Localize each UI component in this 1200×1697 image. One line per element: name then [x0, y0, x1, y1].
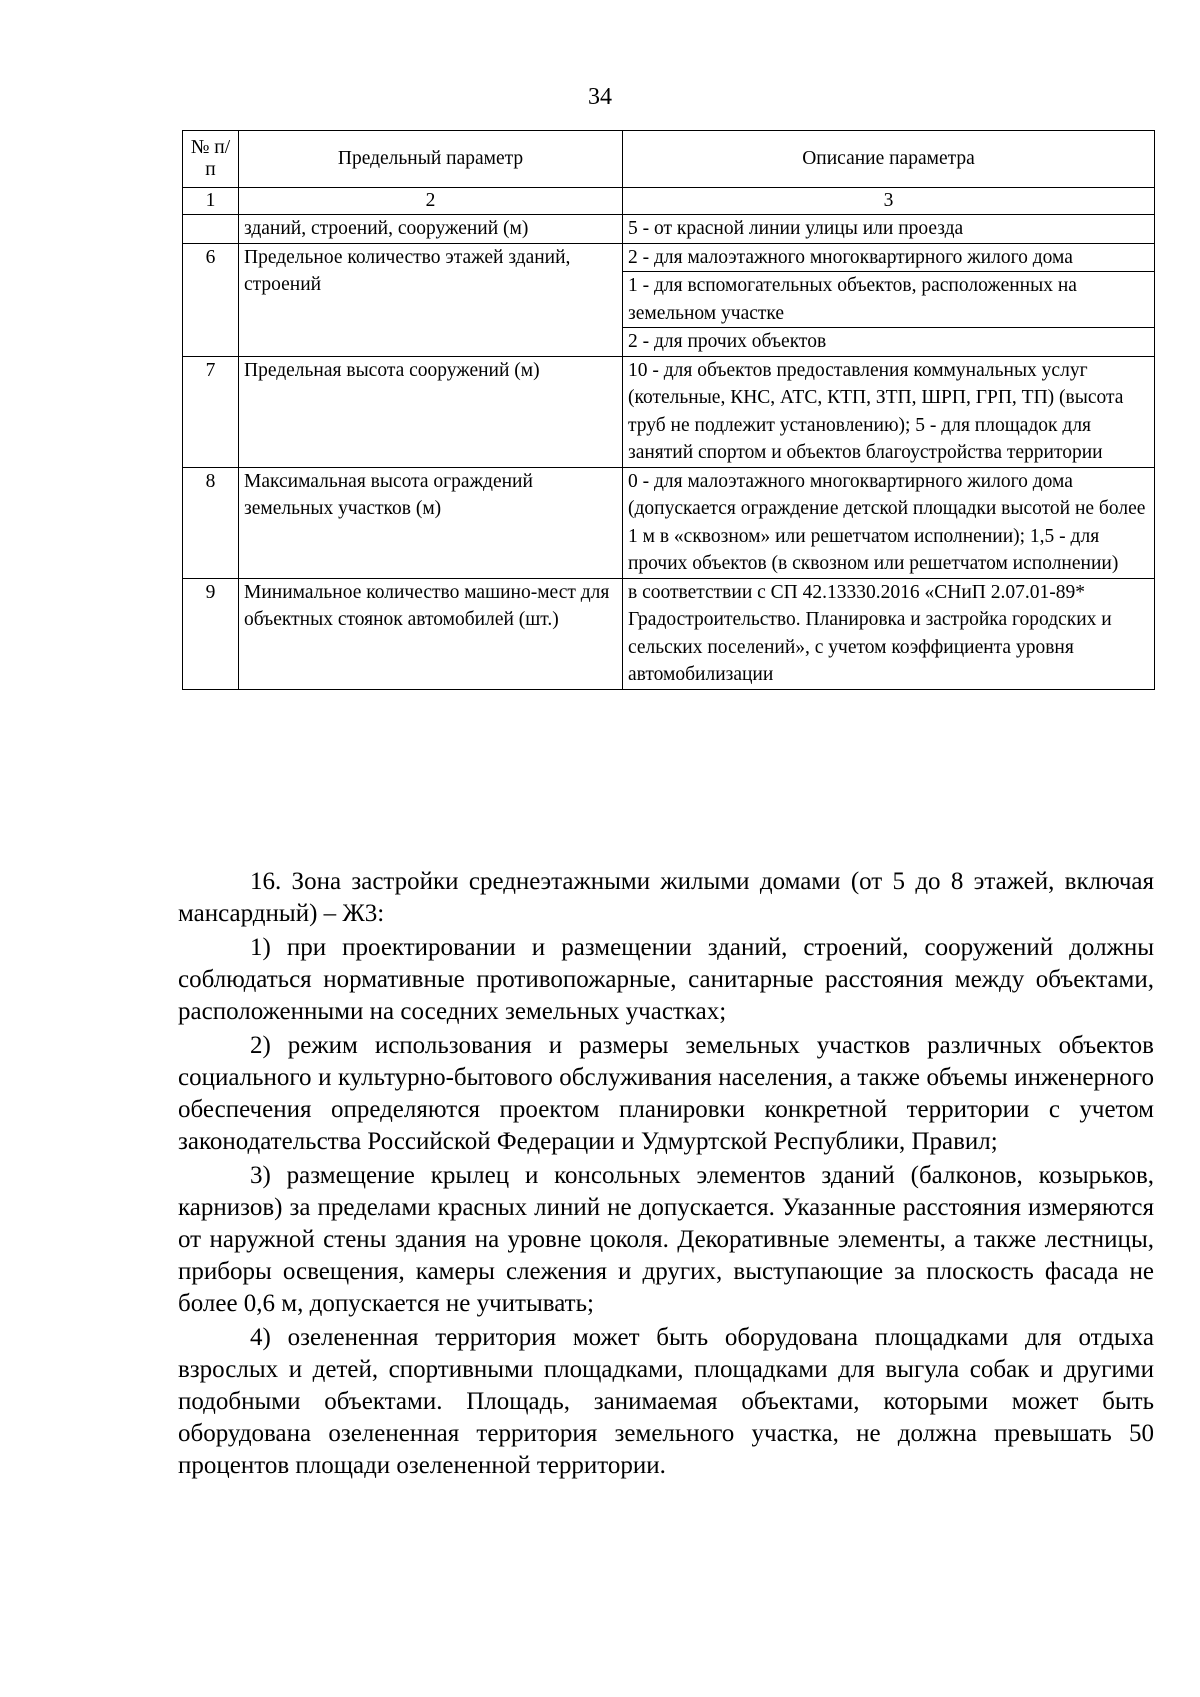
row-desc: 10 - для объектов предоставления коммунальных услуг (котельные, КНС, АТС, КТП, ЗТП, ШРП, ГРП, ТП) (высота труб не подлежит установлению); 5 - для площадок для занятий спортом и объектов благоустройства территории [623, 356, 1155, 467]
paragraph-item: 3) размещение крылец и консольных элементов зданий (балконов, козырьков, карнизов) за пределами красных линий не допускается. Указанные расстояния измеряются от наружной стены здания на уровне цоколя. Декоративные элементы, а также лестницы, приборы освещения, камеры слежения и других, выступающие за плоскость фасада не более 0,6 м, допускается не учитывать; [178, 1162, 1154, 1317]
column-numbers-row [183, 188, 1155, 215]
table-row [183, 243, 1155, 272]
paragraph-item: 4) озелененная территория может быть оборудована площадками для отдыха взрослых и детей, спортивными площадками, площадками для выгула собак и другими подобными объектами. Площадь, занимаемая объектами, которыми может быть оборудована озелененная территория земельного участка, не должна превышать 50 процентов площади озелененной территории. [178, 1324, 1154, 1479]
row-num [183, 215, 239, 244]
row-num: 6 [183, 243, 239, 356]
table-row [183, 578, 1155, 689]
body-text [178, 866, 1154, 1484]
row-desc: 2 - для малоэтажного многоквартирного жилого дома [623, 243, 1155, 272]
row-desc: 0 - для малоэтажного многоквартирного жилого дома (допускается ограждение детской площадки высотой не более 1 м в «сквозном» или решетчатом исполнении); 1,5 - для прочих объектов (в сквозном или решетчатом исполнении) [623, 467, 1155, 578]
row-param: зданий, строений, сооружений (м) [239, 215, 623, 244]
paragraph-item: 1) при проектировании и размещении зданий, строений, сооружений должны соблюдаться нормативные противопожарные, санитарные расстояния между объектами, расположенными на соседних земельных участках; [178, 934, 1154, 1025]
header-param: Предельный параметр [239, 131, 623, 188]
parameters-table [182, 130, 1155, 690]
row-desc: 2 - для прочих объектов [623, 328, 1155, 357]
row-num: 7 [183, 356, 239, 467]
paragraph-item: 2) режим использования и размеры земельных участков различных объектов социального и культурно-бытового обслуживания населения, а также объемы инженерного обеспечения определяются проектом планировки конкретной территории с учетом законодательства Российской Федерации и Удмуртской Республики, Правил; [178, 1032, 1154, 1155]
row-param: Предельная высота сооружений (м) [239, 356, 623, 467]
table-row [183, 356, 1155, 467]
page-number: 34 [588, 84, 612, 110]
row-param: Максимальная высота ограждений земельных участков (м) [239, 467, 623, 578]
row-param: Минимальное количество машино-мест для объектных стоянок автомобилей (шт.) [239, 578, 623, 689]
header-desc: Описание параметра [623, 131, 1155, 188]
row-desc: 1 - для вспомогательных объектов, расположенных на земельном участке [623, 272, 1155, 328]
row-num: 8 [183, 467, 239, 578]
table-header-row [183, 131, 1155, 188]
zone-heading: 16. Зона застройки среднеэтажными жилыми домами (от 5 до 8 этажей, включая мансардный) – Ж3: [178, 868, 1154, 927]
row-param: Предельное количество этажей зданий, строений [239, 243, 623, 356]
header-num: № п/п [183, 131, 239, 188]
column-number: 1 [183, 188, 239, 215]
column-number: 2 [239, 188, 623, 215]
table-row [183, 215, 1155, 244]
table-row [183, 467, 1155, 578]
row-desc: в соответствии с СП 42.13330.2016 «СНиП 2.07.01-89* Градостроительство. Планировка и застройка городских и сельских поселений», с учетом коэффициента уровня автомобилизации [623, 578, 1155, 689]
column-number: 3 [623, 188, 1155, 215]
row-num: 9 [183, 578, 239, 689]
row-desc: 5 - от красной линии улицы или проезда [623, 215, 1155, 244]
